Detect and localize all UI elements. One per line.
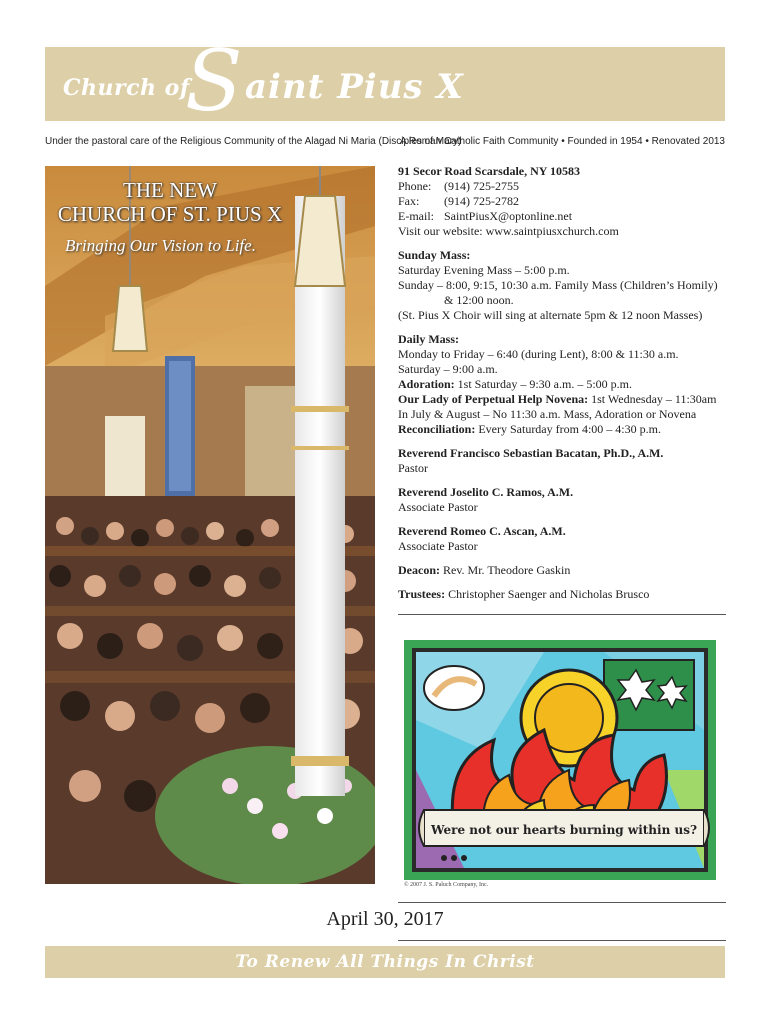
daily-mass-block: [398, 332, 728, 437]
clergy-pastor: [398, 446, 728, 476]
reconciliation-line: [398, 422, 728, 437]
daily-mass-line: Saturday – 9:00 a.m.: [398, 362, 498, 376]
divider: [398, 940, 726, 941]
trustees-line: [398, 587, 728, 602]
photo-title-line1: THE NEW: [123, 178, 217, 202]
adoration-time: 1st Saturday – 9:30 a.m. – 5:00 p.m.: [457, 377, 632, 391]
clergy-name: Reverend Francisco Sebastian Bacatan, Ph.D., A.M.: [398, 446, 664, 460]
address: 91 Secor Road Scarsdale, NY 10583: [398, 164, 580, 178]
email-address: SaintPiusX@optonline.net: [444, 209, 573, 223]
novena-label: Our Lady of Perpetual Help Novena:: [398, 392, 589, 406]
email-row: [398, 209, 728, 224]
photo-title-line2: CHURCH OF ST. PIUS X: [57, 202, 283, 226]
photo-title: [45, 178, 295, 226]
daily-mass-line: Monday to Friday – 6:40 (during Lent), 8:00 & 11:30 a.m.: [398, 347, 679, 361]
masthead-church-of: Church of: [63, 75, 190, 101]
sunday-mass-line: & 12:00 noon.: [444, 293, 514, 307]
trustees-label: Trustees:: [398, 587, 446, 601]
church-interior-photo: [45, 166, 375, 884]
clergy-associate-1: [398, 485, 728, 515]
masthead-initial: S: [185, 32, 243, 130]
artwork-copyright: © 2007 J. S. Paluch Company, Inc.: [404, 882, 489, 888]
divider: [398, 902, 726, 903]
clergy-role: Associate Pastor: [398, 500, 478, 514]
pastoral-care-note: Under the pastoral care of the Religious Community of the Alagad Ni Maria (Disciples of Mary): [45, 136, 462, 147]
deacon-line: [398, 563, 728, 578]
reconciliation-label: Reconciliation:: [398, 422, 476, 436]
masthead-name: aint Pius X: [245, 67, 464, 107]
parish-info-column: [398, 164, 728, 611]
trustees-names: Christopher Saenger and Nicholas Brusco: [448, 587, 650, 601]
bulletin-date: April 30, 2017: [326, 908, 444, 930]
sunday-mass-heading: Sunday Mass:: [398, 248, 471, 262]
deacon-name: Rev. Mr. Theodore Gaskin: [443, 563, 571, 577]
fax-number: (914) 725-2782: [444, 194, 519, 208]
masthead-banner: [45, 32, 725, 130]
reconciliation-time: Every Saturday from 4:00 – 4:30 p.m.: [478, 422, 661, 436]
novena-time: 1st Wednesday – 11:30am: [591, 392, 717, 406]
footer-banner: [45, 946, 725, 978]
clergy-role: Pastor: [398, 461, 428, 475]
artwork-banner-text: Were not our hearts burning within us?: [430, 823, 698, 837]
sunday-mass-line: Sunday – 8:00, 9:15, 10:30 a.m. Family Mass (Children’s Homily): [398, 278, 718, 292]
clergy-associate-2: [398, 524, 728, 554]
fax-row: [398, 194, 728, 209]
novena-line: [398, 392, 728, 407]
church-interior-illustration: [45, 166, 375, 884]
photo-subtitle: Bringing Our Vision to Life.: [65, 236, 256, 255]
divider: [398, 614, 726, 615]
email-label: E-mail:: [398, 209, 434, 223]
daily-mass-heading: Daily Mass:: [398, 332, 459, 346]
adoration-line: [398, 377, 728, 392]
phone-label: Phone:: [398, 179, 432, 193]
fax-label: Fax:: [398, 194, 420, 208]
sunday-mass-line: Saturday Evening Mass – 5:00 p.m.: [398, 263, 570, 277]
stained-glass-artwork: [404, 640, 716, 880]
phone-row: [398, 179, 728, 194]
website: Visit our website: www.saintpiusxchurch.com: [398, 224, 619, 238]
clergy-role: Associate Pastor: [398, 539, 478, 553]
phone-number: (914) 725-2755: [444, 179, 519, 193]
contact-block: [398, 164, 728, 239]
sunday-mass-block: [398, 248, 728, 323]
footer-motto: To Renew All Things In Christ: [235, 952, 535, 972]
clergy-name: Reverend Romeo C. Ascan, A.M.: [398, 524, 566, 538]
founding-note: A Roman Catholic Faith Community • Founded in 1954 • Renovated 2013: [400, 136, 725, 147]
sunday-mass-line: (St. Pius X Choir will sing at alternate 5pm & 12 noon Masses): [398, 308, 703, 322]
adoration-label: Adoration:: [398, 377, 455, 391]
deacon-label: Deacon:: [398, 563, 440, 577]
clergy-name: Reverend Joselito C. Ramos, A.M.: [398, 485, 574, 499]
summer-note: In July & August – No 11:30 a.m. Mass, Adoration or Novena: [398, 407, 697, 421]
